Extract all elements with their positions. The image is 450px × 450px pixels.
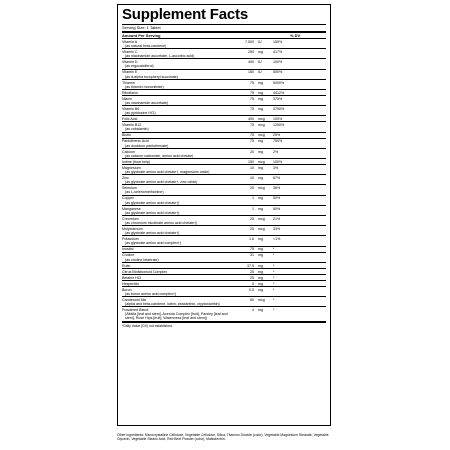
nutrient-unit: mg bbox=[258, 50, 263, 54]
nutrient-amount: 25 bbox=[250, 227, 254, 232]
nutrient-amount: 25 bbox=[250, 269, 254, 274]
amount-header: Amount Per Serving bbox=[122, 33, 161, 38]
nutrient-unit: mg bbox=[258, 80, 263, 85]
supplement-facts-panel bbox=[117, 4, 331, 426]
nutrient-name: Vitamin D bbox=[122, 60, 138, 65]
nutrient-dv: * bbox=[273, 253, 275, 258]
nutrient-name: Vitamin B6 bbox=[122, 107, 140, 112]
nutrient-name: Hesperidin bbox=[122, 281, 140, 286]
nutrient-dv: 33% bbox=[273, 227, 281, 232]
other-ingredients: Other ingredients: Microcrystalline Cellulose, Vegetable Cellulose, Silica, Titanium Dioxide (color), Vegetable Magnesium Stearate, Vegetable Glycerin, Vegetable Stearic Acid, Red Beet Powder (color), Maltodextrin. bbox=[117, 433, 329, 442]
nutrient-dv: 5000% bbox=[273, 80, 285, 85]
nutrient-dv: 2% bbox=[273, 149, 279, 154]
nutrient-dv: 417% bbox=[273, 50, 283, 54]
nutrient-row bbox=[122, 106, 326, 116]
nutrient-unit: mcg bbox=[258, 297, 265, 302]
nutrient-row bbox=[122, 59, 326, 69]
nutrient-row bbox=[122, 297, 326, 307]
nutrient-source: (as cobalamin) bbox=[125, 127, 149, 132]
nutrient-row bbox=[122, 175, 326, 185]
nutrient-source: (as d-alpha tocopheryl succinate) bbox=[125, 74, 178, 79]
dv-header: % DV bbox=[290, 33, 301, 38]
nutrient-unit: mg bbox=[258, 308, 263, 313]
nutrient-unit: IU bbox=[258, 60, 262, 65]
nutrient-dv: 1250% bbox=[273, 123, 285, 128]
nutrient-dv: 375% bbox=[273, 96, 283, 101]
nutrient-source: (as natural beta-carotene) bbox=[125, 44, 167, 48]
nutrient-name: Copper bbox=[122, 196, 134, 201]
nutrient-name: Zinc bbox=[122, 176, 129, 181]
nutrient-unit: mg bbox=[258, 287, 263, 292]
nutrient-amount: 0.5 bbox=[249, 287, 254, 292]
nutrient-amount: 10 bbox=[250, 176, 254, 181]
nutrient-name: Chromium bbox=[122, 216, 139, 221]
nutrient-amount: 25 bbox=[250, 275, 254, 280]
nutrient-name: Thiamin bbox=[122, 80, 135, 85]
nutrient-unit: mg bbox=[258, 237, 263, 242]
nutrient-dv: * bbox=[273, 263, 275, 268]
nutrient-name: Folic Acid bbox=[122, 117, 138, 122]
nutrient-amount: 250 bbox=[248, 50, 254, 54]
nutrient-row bbox=[122, 206, 326, 216]
nutrient-amount: 5 bbox=[252, 281, 254, 286]
nutrient-name: Citrus Bioflavonoid Complex bbox=[122, 269, 168, 274]
nutrient-amount: 150 bbox=[248, 159, 254, 164]
nutrient-dv: 25% bbox=[273, 133, 281, 138]
nutrient-amount: 75 bbox=[250, 133, 254, 138]
nutrient-dv: * bbox=[273, 275, 275, 280]
nutrient-dv: 4412% bbox=[273, 90, 285, 95]
nutrient-amount: 75 bbox=[250, 90, 254, 95]
nutrient-name: Carotenoid Mix bbox=[122, 297, 147, 302]
nutrient-source: (as glycinate amino acid chelate†, magnesium oxide) bbox=[125, 170, 210, 175]
nutrient-unit: mg bbox=[258, 90, 263, 95]
nutrient-name: Inositol bbox=[122, 247, 134, 252]
nutrient-unit: mcg bbox=[258, 117, 265, 122]
nutrient-unit: mg bbox=[258, 107, 263, 112]
nutrient-amount: 1 bbox=[252, 196, 254, 201]
nutrient-amount: 75 bbox=[250, 80, 254, 85]
table-header bbox=[122, 31, 326, 39]
nutrient-unit: mg bbox=[258, 275, 263, 280]
nutrient-dv: 3% bbox=[273, 165, 279, 170]
nutrient-dv: 3750% bbox=[273, 107, 285, 112]
nutrient-name: Magnesium bbox=[122, 165, 141, 170]
nutrient-source: (Alfalfa [leaf and stem], Acerola Complex [fruit], Parsley [leaf and bbox=[125, 312, 228, 317]
nutrient-dv: * bbox=[273, 247, 275, 252]
nutrient-amount: 4 bbox=[252, 308, 254, 313]
nutrient-row bbox=[122, 49, 326, 59]
nutrient-dv: <1% bbox=[273, 237, 281, 242]
nutrient-amount: 75 bbox=[250, 139, 254, 144]
nutrient-dv: 36% bbox=[273, 186, 281, 191]
nutrient-row bbox=[122, 307, 326, 321]
nutrient-dv: 50% bbox=[273, 206, 281, 211]
nutrient-amount: 75 bbox=[250, 123, 254, 128]
nutrient-dv: 67% bbox=[273, 176, 281, 181]
nutrient-dv: * bbox=[273, 287, 275, 292]
nutrient-unit: mg bbox=[258, 196, 263, 201]
nutrient-unit: mcg bbox=[258, 133, 265, 138]
nutrient-amount: 75 bbox=[250, 247, 254, 252]
nutrient-amount: 10 bbox=[250, 165, 254, 170]
nutrient-name: Vitamin C bbox=[122, 50, 138, 54]
nutrient-unit: IU bbox=[258, 70, 262, 75]
serving-size: Serving Size: 1 Tablet bbox=[122, 24, 326, 31]
nutrient-source: (as pyridoxine HCl) bbox=[125, 111, 156, 116]
nutrient-unit: mcg bbox=[258, 227, 265, 232]
nutrient-source: (as glycinate amino acid chelate†) bbox=[125, 200, 180, 205]
nutrient-name: Molybdenum bbox=[122, 227, 143, 232]
nutrient-unit: mcg bbox=[258, 159, 265, 164]
nutrient-dv: 50% bbox=[273, 196, 281, 201]
nutrient-name: Calcium bbox=[122, 149, 135, 154]
nutrient-row bbox=[122, 139, 326, 149]
nutrient-row bbox=[122, 287, 326, 297]
nutrient-row bbox=[122, 216, 326, 226]
nutrient-unit: mg bbox=[258, 96, 263, 101]
nutrient-dv: 100% bbox=[273, 117, 283, 122]
nutrient-source: (as thiamin mononitrate) bbox=[125, 84, 164, 89]
nutrient-source: (as dcalcium pantothenate) bbox=[125, 143, 169, 148]
nutrient-unit: mg bbox=[258, 165, 263, 170]
nutrient-source: (alpha and beta-carotene, lutein, zeaxanthin, cryptoxanthin) bbox=[125, 302, 220, 307]
nutrient-row bbox=[122, 236, 326, 246]
nutrient-unit: mg bbox=[258, 263, 263, 268]
nutrient-row bbox=[122, 122, 326, 132]
nutrient-row bbox=[122, 96, 326, 106]
dv-footnote: *Daily Value (DV) not established. bbox=[122, 322, 326, 328]
nutrient-amount: 25 bbox=[250, 216, 254, 221]
nutrient-row bbox=[122, 70, 326, 80]
nutrient-dv: 150% bbox=[273, 39, 283, 44]
nutrient-amount: 31 bbox=[250, 253, 254, 258]
nutrient-name: Boron bbox=[122, 287, 132, 292]
nutrient-amount: 75 bbox=[250, 96, 254, 101]
nutrient-amount: 25 bbox=[250, 186, 254, 191]
nutrient-source: (as glycinate amino acid complex†) bbox=[125, 241, 182, 246]
nutrient-row bbox=[122, 165, 326, 175]
nutrient-name: Vitamin E bbox=[122, 70, 138, 75]
nutrient-amount: 60 bbox=[250, 297, 254, 302]
nutrient-source: (as ergocalciferol) bbox=[125, 64, 154, 69]
nutrient-unit: mg bbox=[258, 176, 263, 181]
nutrient-table bbox=[122, 39, 326, 322]
nutrient-name: Riboflavin bbox=[122, 90, 138, 95]
nutrient-dv: 21% bbox=[273, 216, 281, 221]
nutrient-source: (as niacinamide ascorbate, L-ascorbic acid) bbox=[125, 54, 195, 59]
nutrient-source: (as L-selenomethionine) bbox=[125, 190, 164, 195]
nutrient-amount: 7,500 bbox=[245, 39, 254, 44]
nutrient-name: Potassium bbox=[122, 237, 139, 242]
nutrient-dv: * bbox=[273, 281, 275, 286]
nutrient-amount: 37.5 bbox=[247, 263, 254, 268]
nutrient-row bbox=[122, 80, 326, 90]
nutrient-name: Pantothenic Acid bbox=[122, 139, 149, 144]
nutrient-source: stem], Rose Hips [fruit], Watercress [leaf and stem]) bbox=[125, 316, 208, 321]
nutrient-source: (as calcium carbonate, amino acid chelate) bbox=[125, 153, 194, 158]
nutrient-name: Iodine (from kelp) bbox=[122, 159, 150, 164]
nutrient-row bbox=[122, 226, 326, 236]
nutrient-name: Choline bbox=[122, 253, 135, 258]
nutrient-amount: 1 bbox=[252, 206, 254, 211]
nutrient-name: Biotin bbox=[122, 133, 131, 138]
nutrient-unit: mg bbox=[258, 269, 263, 274]
nutrient-dv: 100% bbox=[273, 60, 283, 65]
nutrient-name: Powdered Blend bbox=[122, 308, 149, 313]
nutrient-name: Rutin bbox=[122, 263, 131, 268]
nutrient-unit: mcg bbox=[258, 186, 265, 191]
nutrient-source: (as niacinamide ascorbate) bbox=[125, 101, 169, 106]
nutrient-amount: 400 bbox=[248, 60, 254, 65]
nutrient-source: (as chromium nicotinate amino acid chelate†) bbox=[125, 221, 198, 226]
nutrient-dv: * bbox=[273, 308, 275, 313]
nutrient-source: (as glycinate amino acid chelate†) bbox=[125, 210, 180, 215]
nutrient-dv: 750% bbox=[273, 139, 283, 144]
nutrient-name: Vitamin A bbox=[122, 39, 138, 44]
nutrient-amount: 150 bbox=[248, 70, 254, 75]
nutrient-dv: * bbox=[273, 297, 275, 302]
nutrient-unit: mcg bbox=[258, 216, 265, 221]
nutrient-amount: 1.6 bbox=[249, 237, 254, 242]
nutrient-name: Niacin bbox=[122, 96, 132, 101]
nutrient-source: (as glycinate amino acid chelate†, zinc oxide) bbox=[125, 180, 198, 185]
nutrient-unit: mg bbox=[258, 149, 263, 154]
nutrient-row bbox=[122, 196, 326, 206]
nutrient-name: Selenium bbox=[122, 186, 137, 191]
nutrient-unit: mcg bbox=[258, 123, 265, 128]
nutrient-name: Manganese bbox=[122, 206, 141, 211]
nutrient-row bbox=[122, 185, 326, 195]
nutrient-name: Betaine HCl bbox=[122, 275, 142, 280]
nutrient-dv: 500% bbox=[273, 70, 283, 75]
nutrient-row bbox=[122, 39, 326, 49]
nutrient-unit: mg bbox=[258, 253, 263, 258]
nutrient-unit: IU bbox=[258, 39, 262, 44]
nutrient-unit: mg bbox=[258, 247, 263, 252]
nutrient-dv: 100% bbox=[273, 159, 283, 164]
nutrient-amount: 75 bbox=[250, 107, 254, 112]
nutrient-source: (as boron amino acid complex†) bbox=[125, 291, 177, 296]
nutrient-amount: 400 bbox=[248, 117, 254, 122]
nutrient-row bbox=[122, 253, 326, 263]
nutrient-row bbox=[122, 149, 326, 159]
nutrient-dv: * bbox=[273, 269, 275, 274]
nutrient-unit: mg bbox=[258, 139, 263, 144]
nutrient-unit: mg bbox=[258, 206, 263, 211]
nutrient-source: (as choline bitartrate) bbox=[125, 257, 159, 262]
nutrient-unit: mg bbox=[258, 281, 263, 286]
nutrient-source: (as glycinate amino acid chelate†) bbox=[125, 231, 180, 236]
nutrient-name: Vitamin B12 bbox=[122, 123, 142, 128]
nutrient-amount: 20 bbox=[250, 149, 254, 154]
panel-title: Supplement Facts bbox=[122, 6, 248, 23]
